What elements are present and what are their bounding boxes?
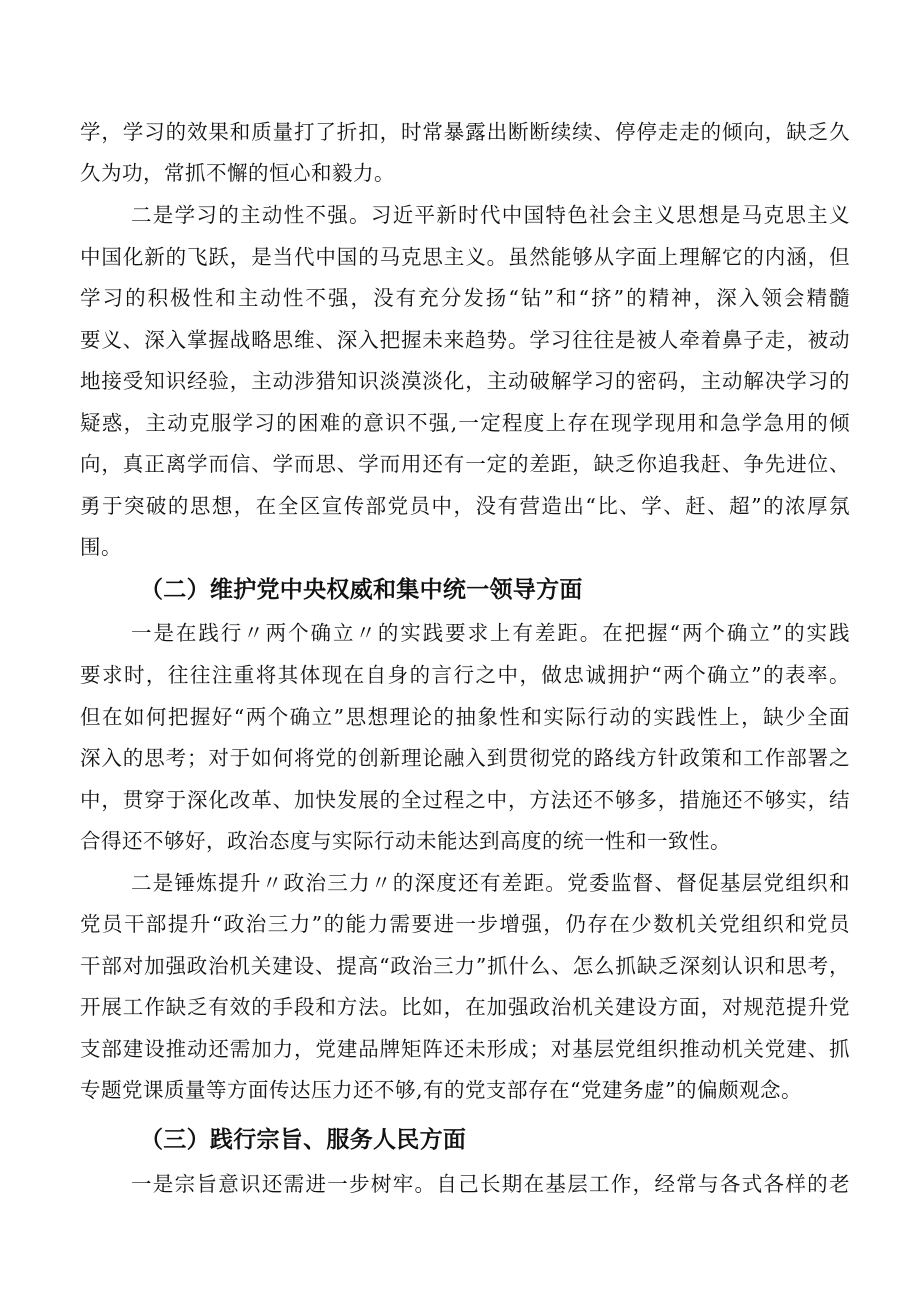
text-line: 二是学习的主动性不强。习近平新时代中国特色社会主义思想是马克思主义 [131,203,850,227]
text-line: 中，贯穿于深化改革、加快发展的全过程之中，方法还不够多，措施还不够实，结 [80,788,850,812]
text-line: 但在如何把握好“两个确立”思想理论的抽象性和实际行动的实践性上，缺少全面 [80,705,850,729]
text-line: 勇于突破的思想，在全区宣传部党员中，没有营造出“比、学、赶、超”的浓厚氛 [80,494,850,518]
text-line: 要义、深入掌握战略思维、深入把握未来趋势。学习往往是被人牵着鼻子走，被动 [80,328,850,352]
text-line: 向，真正离学而信、学而思、学而用还有一定的差距，缺乏你追我赶、争先进位、 [80,452,850,476]
text-line: 一是在践行〃两个确立〃的实践要求上有差距。在把握“两个确立”的实践 [131,621,850,645]
text-line: 合得还不够好，政治态度与实际行动未能达到高度的统一性和一致性。 [80,829,731,853]
text-line: 干部对加强政治机关建设、提高“政治三力”抓什么、怎么抓缺乏深刻认识和思考， [80,954,850,978]
text-line: 中国化新的飞跃，是当代中国的马克思主义。虽然能够从字面上理解它的内涵，但 [80,245,850,269]
text-line: 要求时，往往注重将其体现在自身的言行之中，做忠诚拥护“两个确立”的表率。 [80,663,850,687]
text-line: 学习的积极性和主动性不强，没有充分发扬“钻”和“挤”的精神，深入领会精髓 [80,286,850,310]
section-heading-3: （三）践行宗旨、服务人民方面 [140,1127,467,1153]
text-line: 一是宗旨意识还需进一步树牢。自己长期在基层工作，经常与各式各样的老 [131,1172,850,1196]
text-line: 深入的思考；对于如何将党的创新理论融入到贯彻党的路线方针政策和工作部署之 [80,746,850,770]
section-heading-2: （二）维护党中央权威和集中统一领导方面 [140,577,583,603]
text-line: 学，学习的效果和质量打了折扣，时常暴露出断断续续、停停走走的倾向，缺乏久 [80,120,850,144]
text-line: 专题党课质量等方面传达压力还不够,有的党支部存在“党建务虚”的偏颇观念。 [80,1078,802,1102]
text-line: 支部建设推动还需加力，党建品牌矩阵还未形成；对基层党组织推动机关党建、抓 [80,1037,850,1061]
text-line: 久为功，常抓不懈的恒心和毅力。 [80,161,395,185]
text-line: 开展工作缺乏有效的手段和方法。比如，在加强政治机关建设方面，对规范提升党 [80,995,850,1019]
text-line: 地接受知识经验，主动涉猎知识淡漠淡化，主动破解学习的密码，主动解决学习的 [80,369,850,393]
text-line: 二是锤炼提升〃政治三力〃的深度还有差距。党委监督、督促基层党组织和 [131,871,850,895]
text-line: 党员干部提升“政治三力”的能力需要进一步增强，仍存在少数机关党组织和党员 [80,912,850,936]
text-line: 疑惑，主动克服学习的困难的意识不强,一定程度上存在现学现用和急学急用的倾 [80,411,850,435]
text-line: 围。 [80,535,122,559]
